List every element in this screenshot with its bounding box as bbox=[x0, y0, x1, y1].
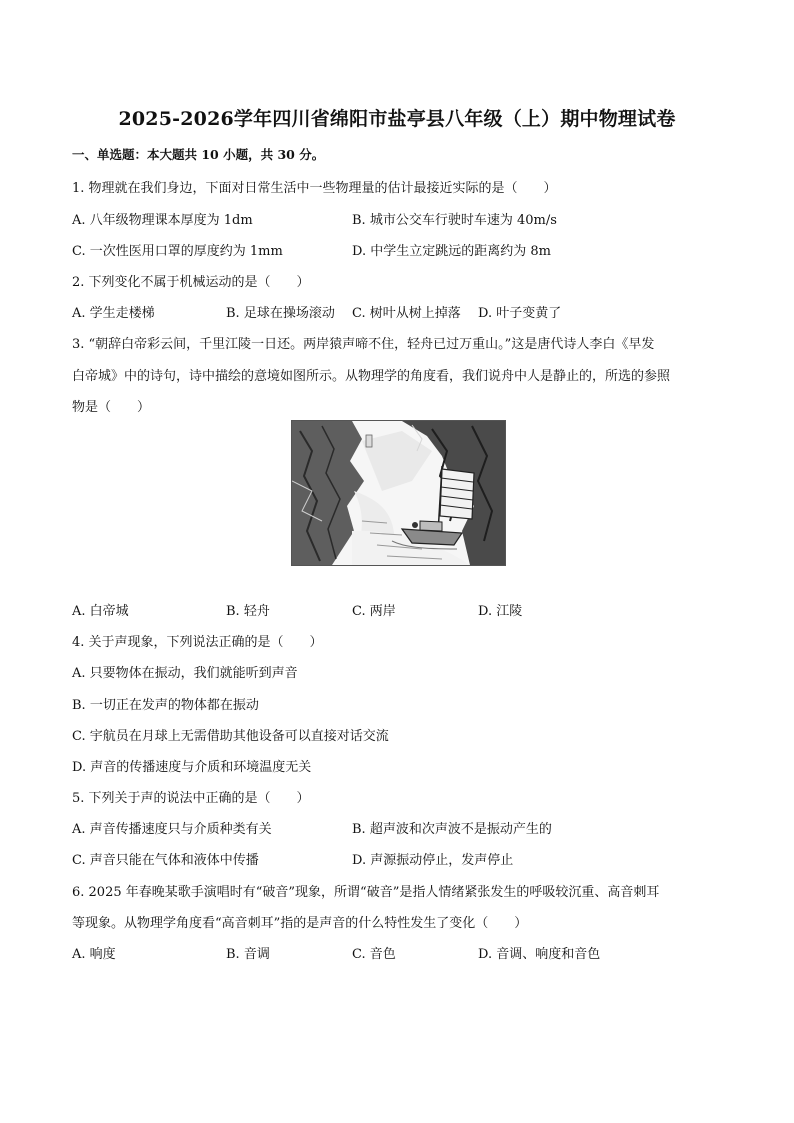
question-1-stem: 1. 物理就在我们身边，下面对日常生活中一些物理量的估计最接近实际的是（ ） bbox=[72, 181, 557, 196]
question-4-option-b: B. 一切正在发声的物体都在振动 bbox=[72, 698, 259, 713]
question-4-option-d: D. 声音的传播速度与介质和环境温度无关 bbox=[72, 760, 312, 775]
question-2-option-a: A. 学生走楼梯 bbox=[72, 306, 155, 321]
question-1-option-d: D. 中学生立定跳远的距离约为 8m bbox=[352, 244, 551, 259]
question-3-option-d: D. 江陵 bbox=[478, 604, 523, 619]
question-5-option-a: A. 声音传播速度只与介质种类有关 bbox=[72, 822, 272, 837]
question-3-stem-line-3: 物是（ ） bbox=[72, 400, 151, 415]
question-5-option-c: C. 声音只能在气体和液体中传播 bbox=[72, 853, 259, 868]
question-4-option-a: A. 只要物体在振动，我们就能听到声音 bbox=[72, 666, 298, 681]
question-2-option-d: D. 叶子变黄了 bbox=[478, 306, 562, 321]
question-5-stem: 5. 下列关于声的说法中正确的是（ ） bbox=[72, 791, 310, 806]
section-heading: 一、单选题：本大题共 10 小题，共 30 分。 bbox=[72, 147, 325, 162]
question-2-stem: 2. 下列变化不属于机械运动的是（ ） bbox=[72, 275, 310, 290]
question-3-stem-line-1: 3. “朝辞白帝彩云间，千里江陵一日还。两岸猿声啼不住，轻舟已过万重山。”这是唐代诗人李白《早发 bbox=[72, 337, 655, 352]
question-5-option-d: D. 声源振动停止，发声停止 bbox=[352, 853, 514, 868]
question-6-option-d: D. 音调、响度和音色 bbox=[478, 947, 601, 962]
question-3-option-a: A. 白帝城 bbox=[72, 604, 129, 619]
question-4-option-c: C. 宇航员在月球上无需借助其他设备可以直接对话交流 bbox=[72, 729, 389, 744]
question-6-stem-line-2: 等现象。从物理学角度看“高音刺耳”指的是声音的什么特性发生了变化（ ） bbox=[72, 916, 528, 931]
question-2-option-c: C. 树叶从树上掉落 bbox=[352, 306, 461, 321]
question-1-option-c: C. 一次性医用口罩的厚度约为 1mm bbox=[72, 244, 283, 259]
question-2-option-b: B. 足球在操场滚动 bbox=[226, 306, 335, 321]
question-3-option-b: B. 轻舟 bbox=[226, 604, 270, 619]
question-6-option-c: C. 音色 bbox=[352, 947, 396, 962]
exam-title: 2025-2026学年四川省绵阳市盐亭县八年级（上）期中物理试卷 bbox=[118, 108, 676, 130]
question-1-option-a: A. 八年级物理课本厚度为 1dm bbox=[72, 213, 253, 228]
question-1-option-b: B. 城市公交车行驶时车速为 40m/s bbox=[352, 213, 557, 228]
question-4-stem: 4. 关于声现象，下列说法正确的是（ ） bbox=[72, 635, 323, 650]
question-6-option-b: B. 音调 bbox=[226, 947, 270, 962]
boat-gorge-illustration bbox=[291, 420, 506, 566]
question-3-stem-line-2: 白帝城》中的诗句，诗中描绘的意境如图所示。从物理学的角度看，我们说舟中人是静止的，所选的参照 bbox=[72, 369, 671, 384]
question-3-option-c: C. 两岸 bbox=[352, 604, 396, 619]
question-6-option-a: A. 响度 bbox=[72, 947, 116, 962]
question-6-stem-line-1: 6. 2025 年春晚某歌手演唱时有“破音”现象，所谓“破音”是指人情绪紧张发生的呼吸较沉重、高音刺耳 bbox=[72, 885, 660, 900]
question-5-option-b: B. 超声波和次声波不是振动产生的 bbox=[352, 822, 552, 837]
